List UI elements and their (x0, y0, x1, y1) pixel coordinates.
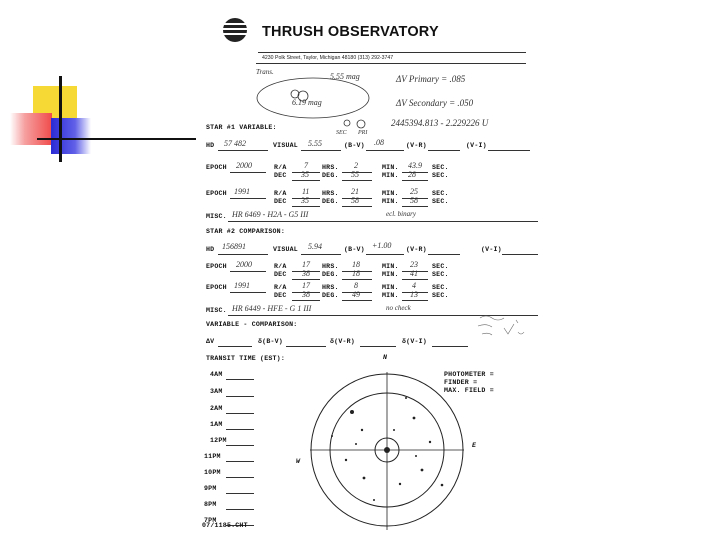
star2-e1-ra-m: 18 (352, 260, 360, 269)
note-trans: Trans. (256, 68, 274, 76)
finder-chart (302, 360, 472, 535)
note-sec: SEC (336, 130, 347, 136)
star1-epoch1: 2000 (236, 161, 252, 170)
finder-label: FINDER = (444, 379, 478, 386)
star1-misc: HR 6469 - H2A - G5 III (232, 210, 309, 219)
star1-misc-label: MISC. (206, 213, 227, 220)
ra-label: R/A (274, 164, 287, 171)
scribble-notes (476, 310, 536, 350)
ra-label: R/A (274, 190, 287, 197)
star2-e2-dec-s: 13 (410, 290, 418, 299)
min-label: MIN. (382, 190, 399, 197)
footer-file: 07/1185.CHT (202, 522, 248, 529)
diff-dv: ΔV (206, 338, 215, 345)
star1-hd: 57 482 (224, 139, 246, 148)
star2-e1-dec-s: 41 (410, 269, 418, 278)
star2-visual-label: VISUAL (273, 246, 298, 253)
star1-e1-dec-m: 55 (351, 170, 359, 179)
dec-label: DEC (274, 172, 287, 179)
star2-e2-dec-m: 49 (352, 290, 360, 299)
star2-e1-ra-s: 23 (410, 260, 418, 269)
star2-e1-dec-d: 38 (302, 269, 310, 278)
observatory-form (196, 10, 546, 535)
star2-epoch2: 1991 (234, 281, 250, 290)
hrs-label: HRS. (322, 164, 339, 171)
horizontal-rule (37, 138, 215, 140)
ra-label: R/A (274, 263, 287, 270)
star1-heading: STAR #1 VARIABLE: (206, 124, 277, 131)
diff-dvr: δ(V-R) (330, 338, 355, 345)
transit-time-line (226, 461, 254, 462)
star2-e2-dec-d: 38 (302, 290, 310, 299)
star1-e1-dec-d: 35 (301, 170, 309, 179)
note-size-1: 5.55 mag (330, 72, 360, 81)
ra-label: R/A (274, 284, 287, 291)
star1-e2-ra-h: 11 (302, 187, 310, 196)
star2-bv-label: (B-V) (344, 246, 365, 253)
min-label: MIN. (382, 172, 399, 179)
min-label: MIN. (382, 292, 399, 299)
transit-time-line (226, 413, 254, 414)
diff-dvi: δ(V-I) (402, 338, 427, 345)
star2-epoch2-label: EPOCH (206, 284, 227, 291)
star2-misc-note: no check (386, 304, 411, 312)
star2-e2-ra-h: 17 (302, 281, 310, 290)
photometer-label: PHOTOMETER = (444, 371, 494, 378)
star2-epoch1: 2000 (236, 260, 252, 269)
red-square (10, 113, 52, 145)
dec-label: DEC (274, 198, 287, 205)
sec-label: SEC. (432, 284, 449, 291)
star1-e1-ra-s: 43.9 (408, 161, 422, 170)
transit-time-label: 12PM (210, 437, 227, 444)
star1-epoch2-label: EPOCH (206, 190, 227, 197)
transit-time-label: 7PM (204, 517, 217, 524)
star1-hd-label: HD (206, 142, 215, 149)
deg-label: DEG. (322, 271, 339, 278)
north-label: N (383, 354, 388, 361)
transit-time-label: 4AM (210, 371, 223, 378)
star1-e2-dec-s: 58 (410, 196, 418, 205)
deg-label: DEG. (322, 172, 339, 179)
star1-visual: 5.55 (308, 139, 322, 148)
sec-label: SEC. (432, 164, 449, 171)
deg-label: DEG. (322, 198, 339, 205)
hrs-label: HRS. (322, 190, 339, 197)
star2-vi-label: (V-I) (481, 246, 502, 253)
min-label: MIN. (382, 164, 399, 171)
star2-hd-label: HD (206, 246, 215, 253)
star1-e2-dec-m: 58 (351, 196, 359, 205)
star2-hd: 156891 (222, 242, 246, 251)
note-jd: 2445394.813 - 2.229226 U (391, 118, 489, 128)
transit-time-label: 8PM (204, 501, 217, 508)
star2-e2-ra-m: 8 (354, 281, 358, 290)
west-label: W (296, 458, 301, 465)
transit-time-line (226, 429, 254, 430)
star2-vr-label: (V-R) (406, 246, 427, 253)
sec-label: SEC. (432, 172, 449, 179)
diff-heading: VARIABLE - COMPARISON: (206, 321, 298, 328)
transit-time-label: 1AM (210, 421, 223, 428)
min-label: MIN. (382, 284, 399, 291)
transit-time-label: 3AM (210, 388, 223, 395)
note-delta-primary: ΔV Primary = .085 (396, 74, 466, 84)
transit-time-label: 9PM (204, 485, 217, 492)
sec-label: SEC. (432, 263, 449, 270)
sec-label: SEC. (432, 292, 449, 299)
star1-e1-ra-h: 7 (304, 161, 308, 170)
transit-heading: TRANSIT TIME (EST): (206, 355, 285, 362)
sec-label: SEC. (432, 198, 449, 205)
transit-time-line (226, 509, 254, 510)
hrs-label: HRS. (322, 284, 339, 291)
star1-e2-ra-m: 21 (351, 187, 359, 196)
star2-misc-label: MISC. (206, 307, 227, 314)
star2-e1-ra-h: 17 (302, 260, 310, 269)
transit-time-label: 10PM (204, 469, 221, 476)
note-size-2: 6.19 mag (292, 98, 322, 107)
star1-e1-dec-s: 28 (408, 170, 416, 179)
page-title: THRUSH OBSERVATORY (262, 24, 439, 40)
star1-epoch1-label: EPOCH (206, 164, 227, 171)
note-delta-secondary: ΔV Secondary = .050 (396, 98, 474, 108)
star2-heading: STAR #2 COMPARISON: (206, 228, 285, 235)
transit-time-label: 2AM (210, 405, 223, 412)
deg-label: DEG. (322, 292, 339, 299)
max-field-label: MAX. FIELD = (444, 387, 494, 394)
address: 4230 Polk Street, Taylor, Michigan 48180 (313) 292-3747 (262, 55, 394, 61)
sec-label: SEC. (432, 190, 449, 197)
hrs-label: HRS. (322, 263, 339, 270)
star1-e2-dec-d: 35 (301, 196, 309, 205)
transit-time-line (226, 493, 254, 494)
transit-time-line (226, 396, 254, 397)
diff-dbv: δ(B-V) (258, 338, 283, 345)
star1-visual-label: VISUAL (273, 142, 298, 149)
note-pri: PRI (358, 130, 368, 136)
transit-time-line (226, 379, 254, 380)
star2-e1-dec-m: 18 (352, 269, 360, 278)
dec-label: DEC (274, 292, 287, 299)
min-label: MIN. (382, 198, 399, 205)
star1-epoch2: 1991 (234, 187, 250, 196)
star1-e1-ra-m: 2 (354, 161, 358, 170)
vertical-rule (59, 76, 62, 162)
star1-misc-note: ecl. binary (386, 210, 416, 218)
min-label: MIN. (382, 271, 399, 278)
star2-e2-ra-s: 4 (412, 281, 416, 290)
observatory-logo (222, 17, 248, 43)
blue-square (51, 118, 91, 154)
star1-vi-label: (V-I) (466, 142, 487, 149)
star1-vr-label: (V-R) (406, 142, 427, 149)
star1-bv-label: (B-V) (344, 142, 365, 149)
star2-misc: HR 6449 - HFE - G 1 III (232, 304, 312, 313)
transit-time-label: 11PM (204, 453, 221, 460)
dec-label: DEC (274, 271, 287, 278)
star2-visual: 5.94 (308, 242, 322, 251)
star2-epoch1-label: EPOCH (206, 263, 227, 270)
star1-e2-ra-s: 25 (410, 187, 418, 196)
star2-bv: +1.00 (372, 241, 392, 250)
transit-time-line (226, 445, 254, 446)
transit-time-line (226, 477, 254, 478)
east-label: E (472, 442, 477, 449)
sec-label: SEC. (432, 271, 449, 278)
min-label: MIN. (382, 263, 399, 270)
star1-bv: .08 (374, 138, 384, 147)
